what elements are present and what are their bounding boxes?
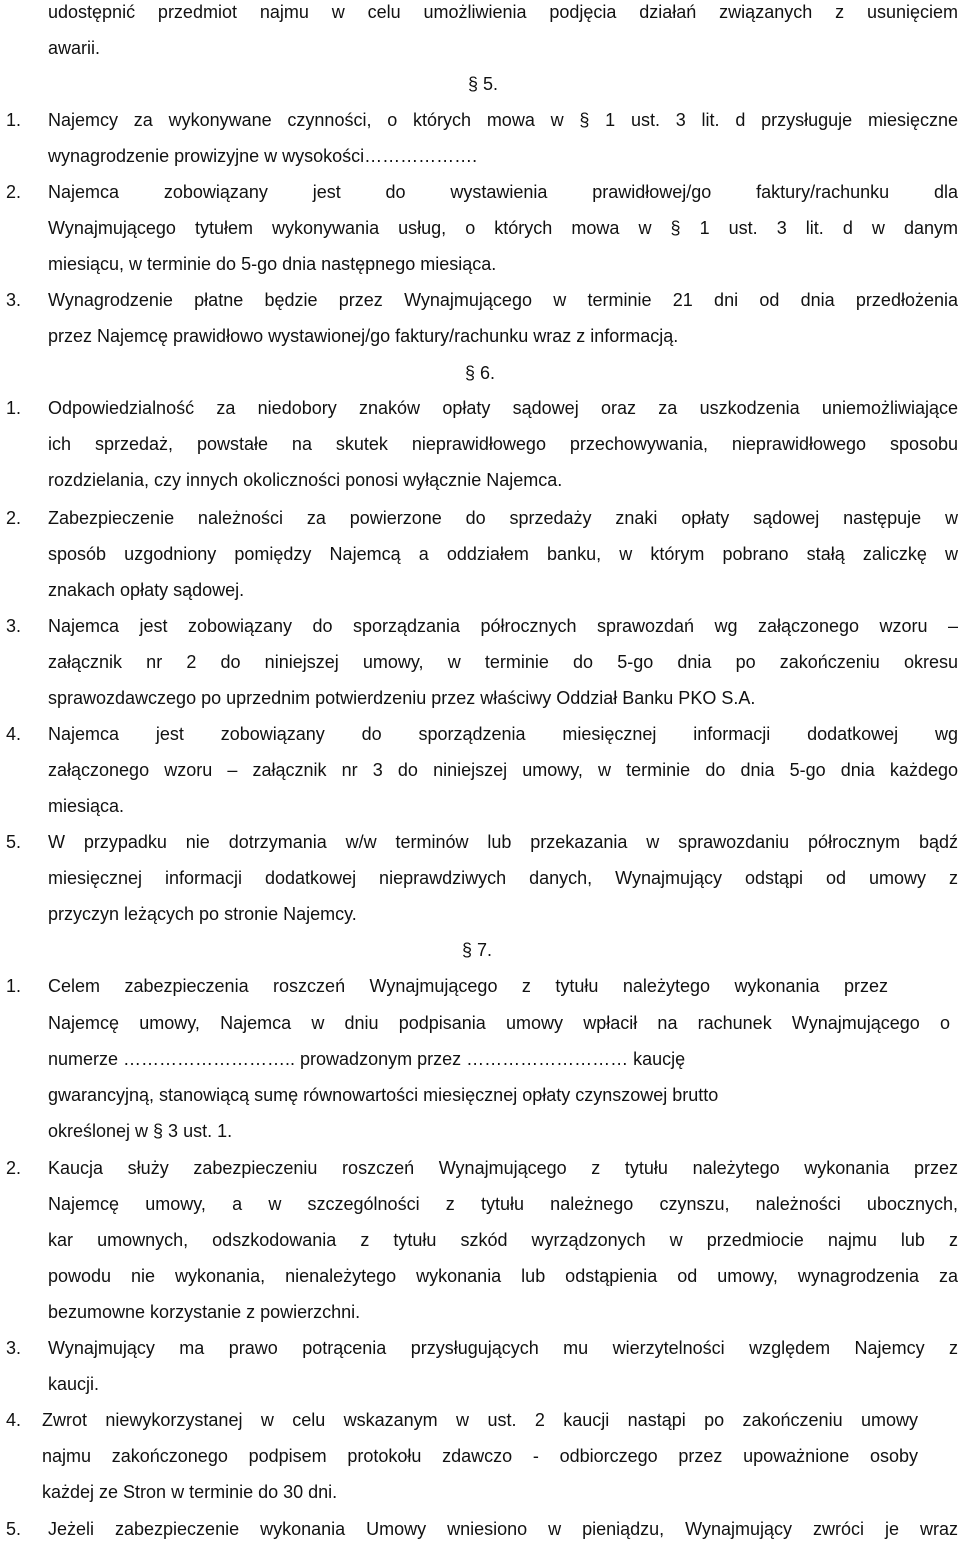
text-line: Najemcę umowy, Najemca w dniu podpisania umowy wpłacił na rachunek Wynajmującego o [48,1013,950,1033]
text-line: ich sprzedaż, powstałe na skutek nieprawidłowego przechowywania, nieprawidłowego sposobu [48,434,958,454]
section-heading: § 7. [462,940,493,960]
item-number: 3. [6,290,22,310]
item-number: 2. [6,1158,22,1178]
section-heading: § 5. [468,74,499,94]
text-line: Najemcę umowy, a w szczególności z tytułu należnego czynszu, należności ubocznych, [48,1194,958,1214]
text-line: określonej w § 3 ust. 1. [48,1121,233,1141]
text-line: Wynagrodzenie płatne będzie przez Wynajmującego w terminie 21 dni od dnia przedłożenia [48,290,958,310]
text-line: Wynajmującego tytułem wykonywania usług, o których mowa w § 1 ust. 3 lit. d w danym [48,218,958,238]
text-line: każdej ze Stron w terminie do 30 dni. [42,1482,338,1502]
text-line: znakach opłaty sądowej. [48,580,245,600]
text-line: kar umownych, odszkodowania z tytułu szkód wyrządzonych w przedmiocie najmu lub z [48,1230,958,1250]
text-line: przyczyn leżących po stronie Najemcy. [48,904,357,924]
item-number: 1. [6,110,22,130]
text-line: przez Najemcę prawidłowo wystawionej/go faktury/rachunku wraz z informacją. [48,326,679,346]
text-line: sposób uzgodniony pomiędzy Najemcą a oddziałem banku, w którym pobrano stałą zaliczkę w [48,544,958,564]
text-line: Najemcy za wykonywane czynności, o których mowa w § 1 ust. 3 lit. d przysługuje miesięczne [48,110,958,130]
text-line: Celem zabezpieczenia roszczeń Wynajmującego z tytułu należytego wykonania przez [48,976,888,996]
item-number: 4. [6,724,22,744]
text-line: kaucji. [48,1374,100,1394]
item-number: 1. [6,398,22,418]
text-line: sprawozdawczego po uprzednim potwierdzeniu przez właściwy Oddział Banku PKO S.A. [48,688,756,708]
text-line: rozdzielania, czy innych okoliczności ponosi wyłącznie Najemca. [48,470,563,490]
text-line: gwarancyjną, stanowiącą sumę równowartości miesięcznej opłaty czynszowej brutto [48,1085,719,1105]
item-number: 2. [6,182,22,202]
text-line: udostępnić przedmiot najmu w celu umożliwienia podjęcia działań związanych z usunięciem [48,2,958,22]
text-line: bezumowne korzystanie z powierzchni. [48,1302,361,1322]
text-line: miesiąca. [48,796,125,816]
item-number: 5. [6,1519,22,1539]
text-line: miesiącu, w terminie do 5-go dnia następnego miesiąca. [48,254,497,274]
item-number: 2. [6,508,22,528]
text-line: Kaucja służy zabezpieczeniu roszczeń Wynajmującego z tytułu należytego wykonania przez [48,1158,958,1178]
item-number: 3. [6,1338,22,1358]
text-line: Wynajmujący ma prawo potrącenia przysługujących mu wierzytelności względem Najemcy z [48,1338,958,1358]
text-line: Najemca jest zobowiązany do sporządzenia miesięcznej informacji dodatkowej wg [48,724,958,744]
text-line: Najemca jest zobowiązany do sporządzania półrocznych sprawozdań wg załączonego wzoru – [48,616,958,636]
item-number: 3. [6,616,22,636]
text-line: Zabezpieczenie należności za powierzone do sprzedaży znaki opłaty sądowej następuje w [48,508,958,528]
text-line: Zwrot niewykorzystanej w celu wskazanym w ust. 2 kaucji nastąpi po zakończeniu umowy [42,1410,918,1430]
text-line: numerze ……………………….. prowadzonym przez ……………………… kaucję [48,1049,686,1069]
section-heading: § 6. [465,363,496,383]
text-line: Odpowiedzialność za niedobory znaków opłaty sądowej oraz za uszkodzenia uniemożliwiające [48,398,958,418]
text-line: miesięcznej informacji dodatkowej nieprawdziwych danych, Wynajmujący odstąpi od umowy z [48,868,958,888]
text-line: załącznik nr 2 do niniejszej umowy, w terminie do 5-go dnia po zakończeniu okresu [48,652,958,672]
item-number: 1. [6,976,22,996]
text-line: W przypadku nie dotrzymania w/w terminów lub przekazania w sprawozdaniu półrocznym bądź [48,832,958,852]
text-line: najmu zakończonego podpisem protokołu zdawczo - odbiorczego przez upoważnione osoby [42,1446,918,1466]
text-line: powodu nie wykonania, nienależytego wykonania lub odstąpienia od umowy, wynagrodzenia za [48,1266,958,1286]
text-line: Najemca zobowiązany jest do wystawienia prawidłowej/go faktury/rachunku dla [48,182,958,202]
item-number: 4. [6,1410,22,1430]
item-number: 5. [6,832,22,852]
text-line: załączonego wzoru – załącznik nr 3 do niniejszej umowy, w terminie do dnia 5-go dnia każdego [48,760,958,780]
text-line: awarii. [48,38,101,58]
text-line: wynagrodzenie prowizyjne w wysokości………………. [48,146,478,166]
text-line: Jeżeli zabezpieczenie wykonania Umowy wniesiono w pieniądzu, Wynajmujący zwróci je wraz [48,1519,958,1539]
